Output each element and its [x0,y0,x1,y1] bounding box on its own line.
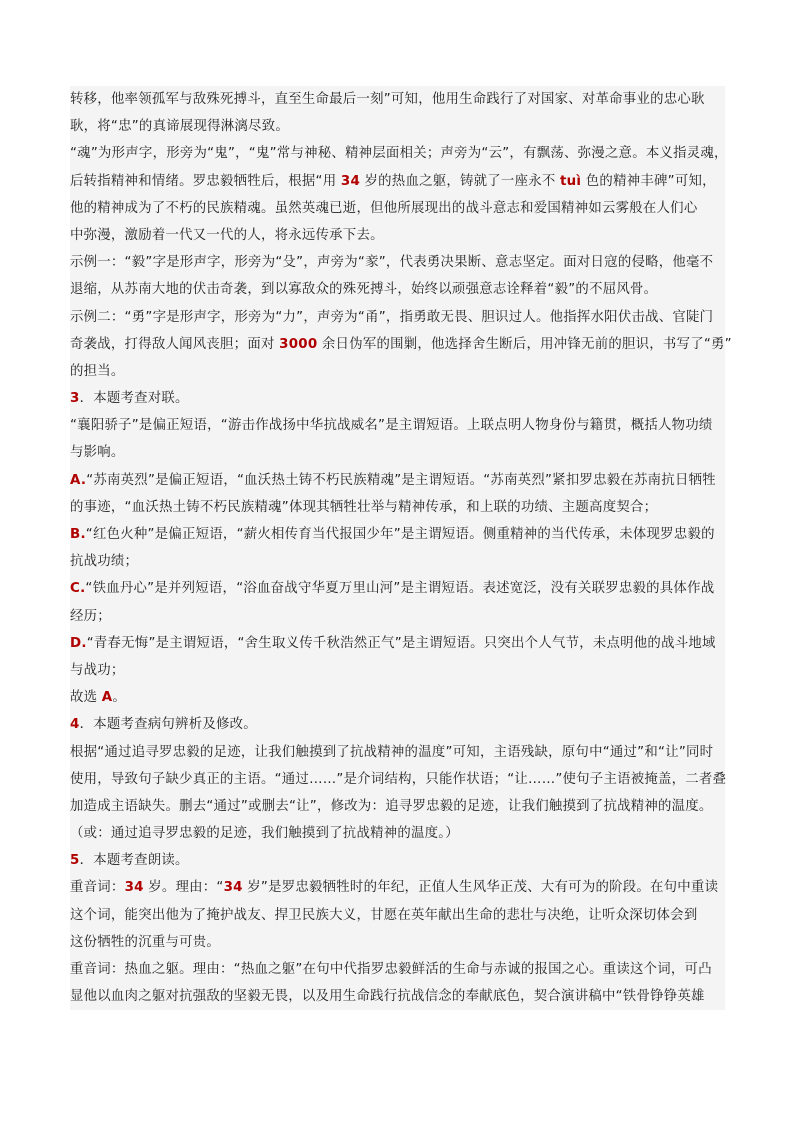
text-line [70,603,725,630]
highlight-text: tuì [560,173,582,189]
text-line [70,847,725,874]
text-segment: 与影响。 [70,445,125,461]
text-segment: 岁”是罗忠毅牺牲时的年纪，正值人生风华正茂、大有可为的阶段。在句中重读 [242,880,719,896]
text-segment: 的事迹，“血沃热土铸不朽民族精魂”体现其牺牲壮举与精神传承，和上联的功绩、主题高度契合； [70,499,658,515]
text-segment: 后转指精神和情绪。罗忠毅牺牲后，根据“用 [70,173,341,189]
answer-explanation-page [70,86,732,1010]
text-line [70,684,725,711]
text-segment: 抗战功绩； [70,554,139,570]
text-segment: 中弥漫，激励着一代又一代的人，将永远传承下去。 [70,227,384,243]
text-line [70,195,725,222]
text-line [70,276,725,303]
text-segment: “青春无悔”是主谓短语，“舍生取义传千秋浩然正气”是主谓短语。只突出个人气节，未点明他的战斗地域 [86,635,716,651]
text-line [70,657,725,684]
text-line [70,739,725,766]
text-segment: ．本题考查病句辨析及修改。 [79,717,257,733]
text-line [70,113,725,140]
text-segment: 余日伪军的围剿，他选择舍生断后，用冲锋无前的胆识，书写了“勇” [317,336,732,352]
text-segment: 这个词，能突出他为了掩护战友、捍卫民族大义，甘愿在英年献出生命的悲壮与决绝，让听众深切体会到 [70,907,698,923]
highlight-text: 3000 [279,336,318,352]
text-segment: 使用，导致句子缺少真正的主语。“通过……”是介词结构，只能作状语；“让……”使句子主语被掩盖，二者叠 [70,771,727,787]
highlight-text: A [101,690,113,706]
text-line [70,385,725,412]
highlight-text: D. [70,635,87,651]
text-segment: 岁。理由：“ [143,880,224,896]
text-segment: 根据“通过追寻罗忠毅的足迹，让我们触摸到了抗战精神的温度”可知，主语残缺，原句中“通过”和“让”同时 [70,744,714,760]
text-segment: 的担当。 [70,363,125,379]
text-segment: “魂”为形声字，形旁为“鬼”，“鬼”常与神秘、精神层面相关；声旁为“云”，有飘荡、弥漫之意。本义指灵魂， [70,146,728,162]
text-line [70,168,725,195]
text-line [70,222,725,249]
text-line [70,820,725,847]
text-segment: “襄阳骄子”是偏正短语，“游击作战扬中华抗战威名”是主谓短语。上联点明人物身份与籍贯，概括人物功绩 [70,418,713,434]
highlight-text: 34 [124,880,144,896]
text-segment: “红色火种”是偏正短语，“薪火相传育当代报国少年”是主谓短语。侧重精神的当代传承，未体现罗忠毅的 [85,527,715,542]
highlight-text: 3 [70,391,80,407]
text-line [70,86,725,113]
text-segment: 经历； [70,608,111,624]
text-segment: 示例二：“勇”字是形声字，形旁为“力”，声旁为“甬”，指勇敢无畏、胆识过人。他指挥水阳伏击战、官陡门 [70,309,714,325]
text-segment: 奇袭战，打得敌人闻风丧胆；面对 [70,336,280,352]
text-segment: 重音词： [70,880,125,896]
text-line [70,521,725,548]
text-segment: 与战功； [70,662,125,678]
text-line [70,548,725,575]
text-segment: 。 [112,690,127,706]
text-line [70,711,725,738]
text-line [70,249,725,276]
highlight-text: A. [70,472,87,488]
text-line [70,793,725,820]
text-line [70,467,725,494]
text-line [70,983,725,1010]
text-line [70,304,725,331]
text-segment: 加造成主语缺失。删去“通过”或删去“让”，修改为：追寻罗忠毅的足迹，让我们触摸到了抗战精神的温度。 [70,798,713,814]
highlight-text: 5 [70,853,80,869]
text-line [70,929,725,956]
text-line [70,874,725,901]
highlight-text: B. [70,527,86,542]
highlight-text: 4 [70,717,80,733]
text-line [70,331,732,358]
text-line [70,766,725,793]
text-line [70,956,725,983]
text-line [70,494,725,521]
text-segment: 这份牺牲的沉重与可贵。 [70,934,221,950]
text-segment: “铁血丹心”是并列短语，“浴血奋战守华夏万里山河”是主谓短语。表述宽泛，没有关联罗忠毅的具体作战 [85,581,715,597]
text-line [70,575,725,602]
text-line [70,630,725,657]
highlight-text: 34 [223,880,243,896]
text-line [70,412,725,439]
text-segment: （或：通过追寻罗忠毅的足迹，我们触摸到了抗战精神的温度。） [70,826,459,842]
text-segment: ．本题考查对联。 [79,391,189,407]
text-line [70,140,728,167]
text-line [70,358,725,385]
text-segment: 显他以血肉之躯对抗强敌的坚毅无畏，以及用生命践行抗战信念的奉献底色，契合演讲稿中“铁骨铮铮英雄 [70,989,705,1005]
text-segment: 故选 [70,690,102,706]
text-segment: 退缩，从苏南大地的伏击奇袭，到以寡敌众的殊死搏斗，始终以顽强意志诠释着“毅”的不屈风骨。 [70,282,658,298]
text-segment: 重音词：热血之躯。理由：“热血之躯”在句中代指罗忠毅鲜活的生命与赤诚的报国之心。重读这个词，可凸 [70,962,712,977]
highlight-text: C. [70,581,86,597]
text-segment: 转移，他率领孤军与敌殊死搏斗，直至生命最后一刻”可知，他用生命践行了对国家、对革命事业的忠心耿 [70,92,705,107]
text-segment: 示例一：“毅”字是形声字，形旁为“殳”，声旁为“豙”，代表勇决果断、意志坚定。面对日寇的侵略，他毫不 [70,255,714,271]
text-segment: ．本题考查朗读。 [79,853,189,869]
text-segment: 他的精神成为了不朽的民族精魂。虽然英魂已逝，但他所展现出的战斗意志和爱国精神如云雾般在人们心 [70,200,698,216]
text-segment: 岁的热血之躯，铸就了一座永不 [360,173,560,189]
text-line [70,902,725,929]
highlight-text: 34 [340,173,361,189]
text-segment: 耿，将“忠”的真谛展现得淋漓尽致。 [70,119,289,135]
text-segment: “苏南英烈”是偏正短语，“血沃热土铸不朽民族精魂”是主谓短语。“苏南英烈”紧扣罗忠毅在苏南抗日牺牲 [86,472,716,488]
text-line [70,439,725,466]
text-segment: 色的精神丰碑”可知， [581,173,716,189]
